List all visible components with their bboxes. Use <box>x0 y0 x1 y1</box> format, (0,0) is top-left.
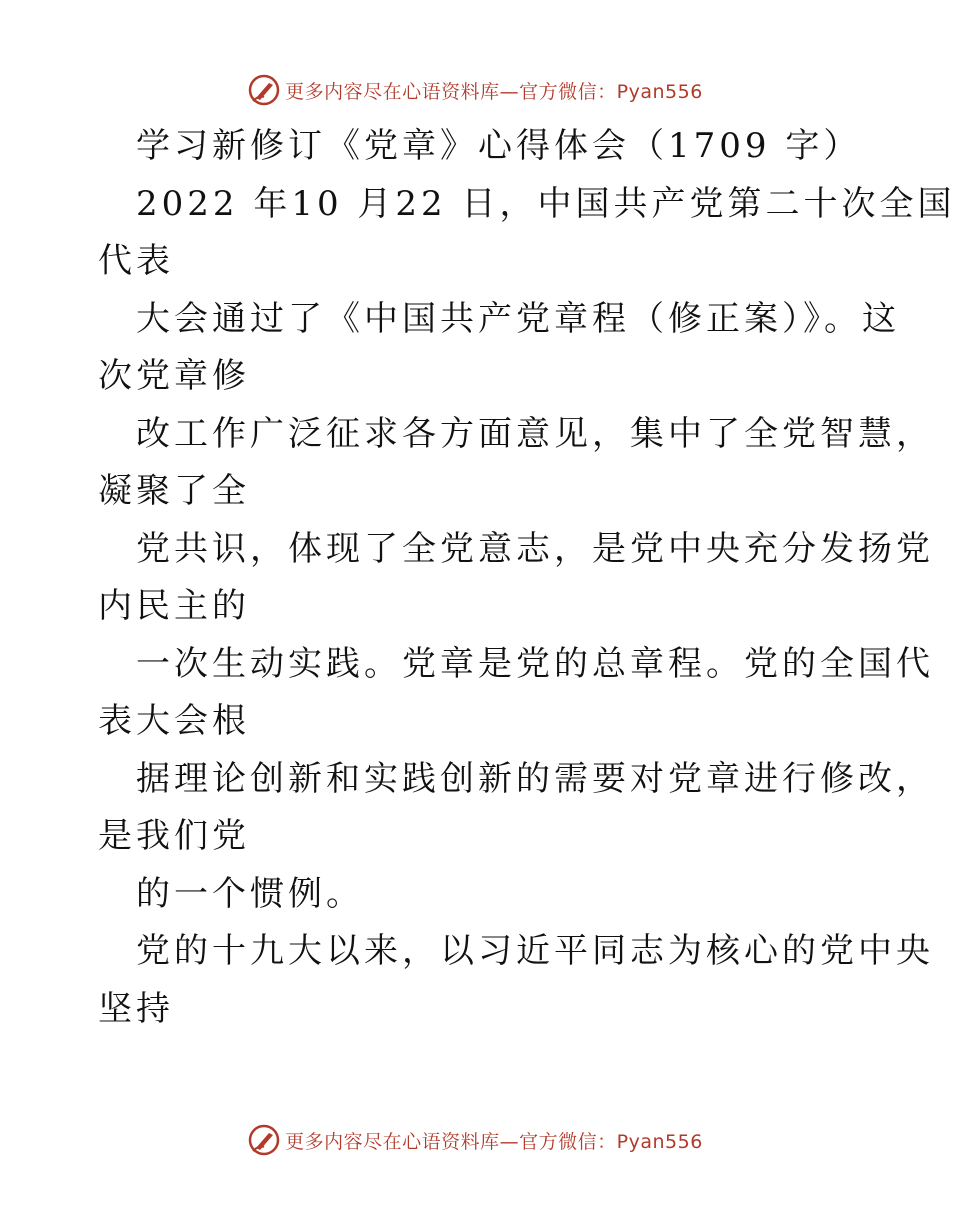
text-line: 代表 <box>98 241 174 281</box>
text-line: 的一个惯例。 <box>136 873 364 914</box>
text-line: 改工作广泛征求各方面意见，集中了全党智慧， <box>136 413 934 454</box>
text-line: 学习新修订《党章》心得体会（1709 字） <box>136 126 862 166</box>
header-banner <box>0 70 950 110</box>
document-body <box>98 118 955 1038</box>
text-line: 是我们党 <box>98 816 250 856</box>
text-line: 据理论创新和实践创新的需要对党章进行修改， <box>136 758 934 799</box>
text-line: 凝聚了全 <box>98 471 250 511</box>
quill-logo-icon <box>247 1123 281 1157</box>
text-line: 内民主的 <box>98 586 250 626</box>
quill-logo-icon <box>247 73 281 107</box>
text-line: 次党章修 <box>98 356 250 396</box>
text-line: 坚持 <box>98 988 174 1029</box>
text-line: 2022 年10 月22 日，中国共产党第二十次全国 <box>136 183 955 224</box>
text-line: 党的十九大以来，以习近平同志为核心的党中央 <box>136 931 934 971</box>
footer-banner <box>0 1120 950 1160</box>
text-line: 表大会根 <box>98 701 250 741</box>
header-banner-inner <box>247 73 703 107</box>
text-line: 大会通过了《中国共产党章程（修正案）》。这 <box>136 298 900 339</box>
text-line: 党共识，体现了全党意志，是党中央充分发扬党 <box>136 528 934 569</box>
header-banner-text: 更多内容尽在心语资料库—官方微信：Pyan556 <box>285 80 703 103</box>
footer-banner-inner <box>247 1123 703 1157</box>
text-line: 一次生动实践。党章是党的总章程。党的全国代 <box>136 643 934 684</box>
footer-banner-text: 更多内容尽在心语资料库—官方微信：Pyan556 <box>285 1130 703 1153</box>
